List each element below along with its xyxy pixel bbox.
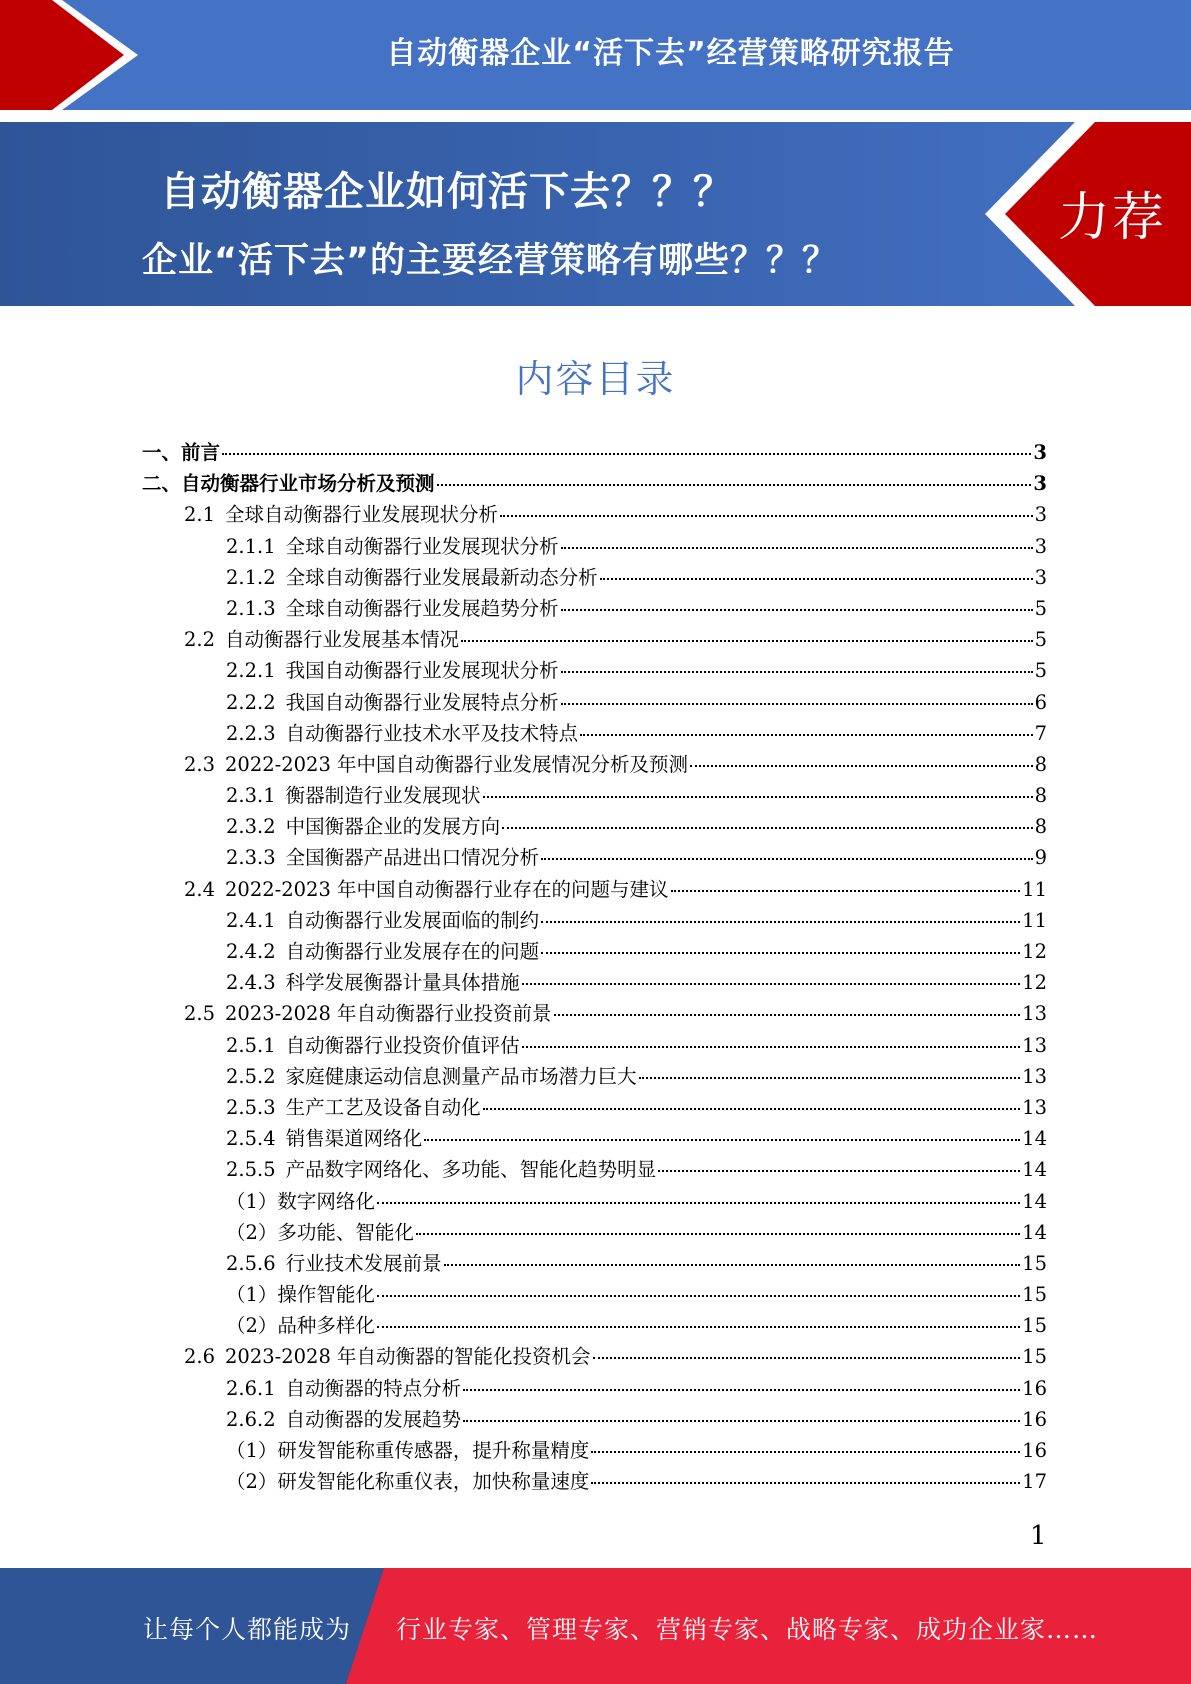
toc-entry-number: 一、: [142, 441, 182, 464]
footer-slogan-left: 让每个人都能成为: [143, 1615, 352, 1644]
toc-entry-text: 多功能、智能化: [277, 1220, 414, 1244]
toc-dot-leader: [591, 1451, 1020, 1453]
toc-entry-page: 7: [1034, 721, 1047, 745]
toc-entry-text: 操作智能化: [277, 1283, 375, 1307]
toc-dot-leader: [541, 858, 1032, 860]
toc-entry-text: 衡器制造行业发展现状: [285, 784, 481, 808]
toc-dot-leader: [461, 640, 1033, 642]
toc-dot-leader: [580, 734, 1032, 736]
toc-dot-leader: [541, 921, 1020, 923]
toc-entry-text: 研发智能称重传感器，提升称量精度: [277, 1439, 590, 1462]
toc-entry-number: 2.6: [184, 1345, 216, 1369]
toc-entry-number: 2.1.2: [226, 565, 276, 589]
toc-dot-leader: [639, 1077, 1021, 1079]
toc-entry-text: 全球自动衡器行业发展趋势分析: [285, 596, 559, 620]
toc-entry-text: 行业技术发展前景: [285, 1251, 442, 1275]
toc-entry-number: 2.4.2: [226, 940, 276, 963]
toc-entry-number: 2.5.3: [226, 1095, 276, 1119]
toc-entry[interactable]: [142, 749, 1047, 780]
toc-dot-leader: [377, 1295, 1020, 1297]
toc-entry-number: 2.4.1: [226, 908, 276, 932]
toc-entry-text: 自动衡器行业市场分析及预测: [181, 472, 435, 496]
toc-entry-page: 9: [1034, 846, 1047, 870]
toc-entry-number: （2）: [226, 1314, 278, 1338]
toc-entry-page: 13: [1022, 1033, 1047, 1057]
toc-entry-text: 自动衡器行业投资价值评估: [285, 1033, 520, 1057]
toc-entry[interactable]: [142, 936, 1047, 967]
toc-entry-page: 12: [1022, 940, 1047, 963]
toc-entry-page: 16: [1022, 1407, 1047, 1431]
toc-entry-number: 2.3.1: [226, 784, 276, 808]
toc-entry-page: 17: [1022, 1470, 1047, 1494]
page-number: 1: [1030, 1521, 1047, 1551]
toc-entry-number: 2.1.3: [226, 596, 276, 620]
toc-entry[interactable]: [142, 842, 1047, 873]
toc-entry-page: 16: [1022, 1439, 1047, 1462]
toc-entry-text: 自动衡器的特点分析: [285, 1376, 462, 1400]
toc-entry-text: 2022-2023 年中国自动衡器行业存在的问题与建议: [225, 877, 669, 901]
toc-entry[interactable]: [142, 811, 1047, 842]
toc-entry-page: 11: [1022, 908, 1047, 932]
toc-entry-page: 15: [1022, 1345, 1047, 1369]
toc-dot-leader: [561, 547, 1033, 549]
toc-entry[interactable]: [142, 1310, 1047, 1341]
headline-question-2: 企业“活下去”的主要经营策略有哪些？？？: [142, 241, 839, 281]
toc-entry-page: 6: [1034, 690, 1047, 714]
toc-entry-number: 二、: [142, 472, 182, 496]
toc-dot-leader: [483, 1108, 1021, 1110]
toc-dot-leader: [658, 1170, 1020, 1172]
toc-entry-number: 2.5.5: [226, 1158, 276, 1182]
toc-entry[interactable]: [142, 1061, 1047, 1092]
toc-entry[interactable]: [142, 468, 1047, 499]
toc-dot-leader: [444, 1264, 1021, 1266]
toc-entry[interactable]: [142, 967, 1047, 998]
toc-entry-text: 研发智能化称重仪表，加快称量速度: [277, 1470, 590, 1494]
toc-entry-page: 14: [1022, 1127, 1047, 1151]
toc-entry[interactable]: [142, 1123, 1047, 1154]
toc-entry-number: 2.6.2: [226, 1407, 276, 1431]
toc-entry-number: 2.5: [184, 1002, 216, 1026]
toc-dot-leader: [591, 1482, 1020, 1484]
toc-entry[interactable]: [142, 687, 1047, 718]
toc-entry[interactable]: [142, 655, 1047, 686]
toc-entry-page: 8: [1034, 784, 1047, 808]
recommend-badge: 力荐: [1058, 188, 1167, 248]
toc-entry[interactable]: [142, 531, 1047, 562]
toc-entry-page: 15: [1022, 1251, 1047, 1275]
toc-entry[interactable]: [142, 998, 1047, 1029]
toc-entry[interactable]: [142, 1186, 1047, 1217]
toc-entry-text: 全球自动衡器行业发展现状分析: [285, 534, 559, 558]
toc-entry[interactable]: [142, 780, 1047, 811]
toc-dot-leader: [463, 1389, 1020, 1391]
toc-entry-text: 2023-2028 年自动衡器行业投资前景: [225, 1002, 552, 1026]
toc-entry-page: 12: [1022, 971, 1047, 995]
toc-entry-number: （1）: [226, 1189, 278, 1213]
toc-dot-leader: [671, 890, 1021, 892]
top-banner: [0, 0, 1191, 110]
toc-entry-text: 全国衡器产品进出口情况分析: [285, 846, 540, 870]
toc-entry-page: 3: [1033, 441, 1047, 464]
toc-entry-number: （1）: [226, 1439, 278, 1462]
toc-entry-page: 15: [1022, 1283, 1047, 1307]
toc-entry-text: 科学发展衡器计量具体措施: [285, 971, 520, 995]
toc-entry[interactable]: [142, 1341, 1047, 1372]
toc-entry[interactable]: [142, 593, 1047, 624]
toc-entry-text: 自动衡器行业发展面临的制约: [285, 908, 540, 932]
toc-entry[interactable]: [142, 718, 1047, 749]
toc-entry[interactable]: [142, 1373, 1047, 1404]
toc-entry-number: 2.5.6: [226, 1251, 276, 1275]
toc-entry-page: 14: [1022, 1158, 1047, 1182]
toc-entry-text: 中国衡器企业的发展方向: [285, 815, 501, 839]
toc-entry-text: 2022-2023 年中国自动衡器行业发展情况分析及预测: [225, 752, 689, 776]
toc-entry-text: 2023-2028 年自动衡器的智能化投资机会: [225, 1345, 591, 1369]
toc-entry-text: 自动衡器行业发展基本情况: [225, 628, 460, 652]
toc-entry-number: 2.5.2: [226, 1064, 276, 1088]
toc-entry[interactable]: [142, 905, 1047, 936]
toc-entry-page: 5: [1034, 659, 1047, 683]
toc-entry-number: 2.5.4: [226, 1127, 276, 1151]
toc-entry-number: 2.6.1: [226, 1376, 276, 1400]
toc-entry-text: 家庭健康运动信息测量产品市场潜力巨大: [285, 1064, 637, 1088]
toc-entry-text: 全球自动衡器行业发展最新动态分析: [285, 565, 598, 589]
red-arrow-decoration: [0, 0, 150, 110]
toc-dot-leader: [483, 796, 1033, 798]
toc-entry-page: 8: [1034, 752, 1047, 776]
toc-entry-number: 2.4.3: [226, 971, 276, 995]
toc-entry-page: 15: [1022, 1314, 1047, 1338]
toc-dot-leader: [690, 765, 1033, 767]
toc-entry-page: 5: [1034, 628, 1047, 652]
toc-dot-leader: [502, 827, 1032, 829]
toc-entry-number: 2.1: [184, 503, 216, 527]
toc-dot-leader: [377, 1326, 1020, 1328]
toc-entry-page: 14: [1022, 1220, 1047, 1244]
toc-entry-text: 自动衡器行业发展存在的问题: [285, 940, 540, 963]
toc-entry-page: 13: [1022, 1002, 1047, 1026]
toc-entry-text: 生产工艺及设备自动化: [285, 1095, 481, 1119]
toc-entry-text: 自动衡器的发展趋势: [285, 1407, 462, 1431]
toc-entry-text: 我国自动衡器行业发展特点分析: [285, 690, 559, 714]
toc-entry[interactable]: [142, 1030, 1047, 1061]
toc-dot-leader: [500, 515, 1033, 517]
toc-entry-number: 2.2.1: [226, 659, 276, 683]
toc-dot-leader: [463, 1420, 1020, 1422]
toc-entry-page: 11: [1022, 877, 1047, 901]
toc-entry-number: 2.5.1: [226, 1033, 276, 1057]
toc-entry-page: 3: [1034, 503, 1047, 527]
toc-dot-leader: [561, 609, 1033, 611]
toc-entry-text: 全球自动衡器行业发展现状分析: [225, 503, 499, 527]
toc-dot-leader: [541, 952, 1020, 954]
divider: [0, 110, 1191, 122]
toc-dot-leader: [561, 703, 1033, 705]
toc-entry[interactable]: [142, 1217, 1047, 1248]
toc-entry-number: 2.2: [184, 628, 216, 652]
toc-entry[interactable]: [142, 1404, 1047, 1435]
toc-entry-number: （2）: [226, 1470, 278, 1494]
toc-entry-page: 16: [1022, 1376, 1047, 1400]
toc-dot-leader: [424, 1139, 1020, 1141]
toc-entry-page: 3: [1034, 565, 1047, 589]
toc-entry[interactable]: [142, 1154, 1047, 1185]
toc-entry[interactable]: [142, 1092, 1047, 1123]
toc-entry[interactable]: [142, 1248, 1047, 1279]
toc-entry[interactable]: [142, 437, 1047, 468]
toc-entry[interactable]: [142, 1279, 1047, 1310]
toc-entry-number: 2.1.1: [226, 534, 276, 558]
toc-dot-leader: [437, 484, 1032, 486]
toc-entry[interactable]: [142, 499, 1047, 530]
toc-dot-leader: [416, 1233, 1020, 1235]
toc-entry-text: 我国自动衡器行业发展现状分析: [285, 659, 559, 683]
toc-entry-text: 数字网络化: [277, 1189, 375, 1213]
toc-dot-leader: [222, 453, 1031, 455]
toc-entry-number: 2.4: [184, 877, 216, 901]
footer-slogan-right: 行业专家、管理专家、营销专家、战略专家、成功企业家……: [396, 1615, 1099, 1644]
headline-question-1: 自动衡器企业如何活下去？？？: [160, 169, 734, 215]
toc-entry[interactable]: [142, 1435, 1047, 1466]
toc-dot-leader: [554, 1014, 1021, 1016]
toc-dot-leader: [600, 578, 1033, 580]
toc-entry-number: 2.3.3: [226, 846, 276, 870]
toc-entry-text: 自动衡器行业技术水平及技术特点: [285, 721, 579, 745]
toc-entry-number: （2）: [226, 1220, 278, 1244]
toc-entry-text: 前言: [181, 441, 221, 464]
toc-entry-number: 2.3.2: [226, 815, 276, 839]
toc-entry-text: 产品数字网络化、多功能、智能化趋势明显: [285, 1158, 657, 1182]
toc-entry-page: 3: [1034, 534, 1047, 558]
toc-entry-page: 14: [1022, 1189, 1047, 1213]
table-of-contents: [142, 437, 1047, 1497]
toc-dot-leader: [522, 1046, 1021, 1048]
toc-entry-number: 2.2.3: [226, 721, 276, 745]
toc-entry-text: 销售渠道网络化: [285, 1127, 423, 1151]
toc-entry-page: 3: [1033, 472, 1047, 496]
toc-entry-number: 2.2.2: [226, 690, 276, 714]
toc-entry[interactable]: [142, 562, 1047, 593]
toc-entry-page: 8: [1034, 815, 1047, 839]
toc-entry[interactable]: [142, 874, 1047, 905]
toc-entry[interactable]: [142, 624, 1047, 655]
toc-entry-number: 2.3: [184, 752, 216, 776]
toc-entry-number: （1）: [226, 1283, 278, 1307]
toc-entry-page: 13: [1022, 1095, 1047, 1119]
toc-dot-leader: [377, 1202, 1020, 1204]
toc-title: 内容目录: [515, 357, 676, 401]
toc-dot-leader: [593, 1357, 1021, 1359]
toc-entry[interactable]: [142, 1466, 1047, 1497]
toc-dot-leader: [522, 983, 1021, 985]
report-title: 自动衡器企业“活下去”经营策略研究报告: [386, 36, 955, 71]
toc-entry-text: 品种多样化: [277, 1314, 375, 1338]
toc-entry-page: 5: [1034, 596, 1047, 620]
toc-entry-page: 13: [1022, 1064, 1047, 1088]
toc-dot-leader: [561, 671, 1033, 673]
